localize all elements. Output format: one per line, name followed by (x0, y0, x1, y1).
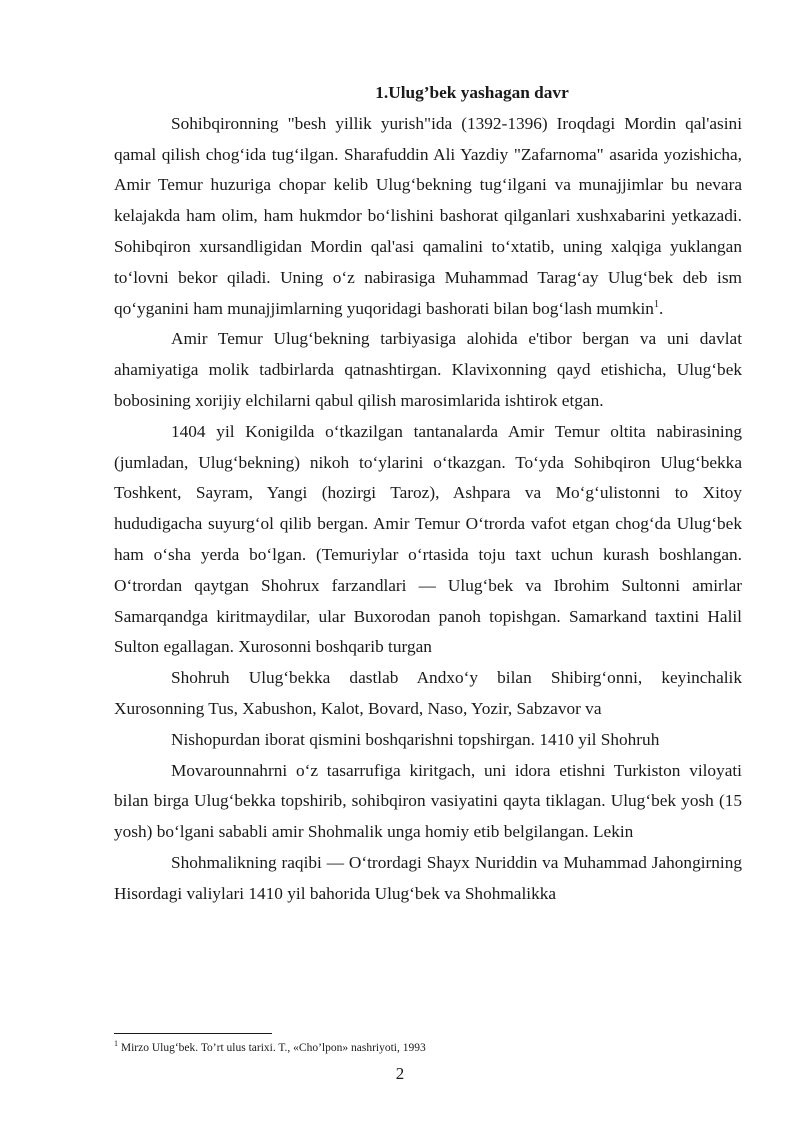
footnote-mark: 1 (114, 1039, 118, 1049)
paragraph-4: Shohruh Ulug‘bekka dastlab Andxo‘y bilan Shibirg‘onni, keyinchalik Xurosonning Tus, Xabushon, Kalot, Bovard, Naso, Yozir, Sabzavor va (114, 668, 742, 718)
paragraph-6: Movarounnahrni o‘z tasarrufiga kiritgach, uni idora etishni Turkiston viloyati bilan birga Ulug‘bekka topshirib, sohibqiron vasiyatini qayta tiklagan. Ulug‘bek yosh (15 yosh) bo‘lgani sababli amir Shohmalik unga homiy etib belgilangan. Lekin (114, 760, 742, 842)
footnote-separator (114, 1033, 272, 1034)
footnote-reference[interactable]: 1 (653, 298, 659, 310)
footnote (114, 1041, 742, 1055)
paragraph-5: Nishopurdan iborat qismini boshqarishni topshirgan. 1410 yil Shohruh (171, 729, 660, 749)
page-number: 2 (395, 1064, 405, 1083)
paragraph-7: Shohmalikning raqibi — O‘trordagi Shayx Nuriddin va Muhammad Jahongirning Hisordagi valiylari 1410 yil bahorida Ulug‘bek va Shohmalikka (114, 852, 742, 903)
paragraph-1-end: . (658, 298, 664, 318)
section-title: 1.Ulug’bek yashagan davr (375, 83, 569, 102)
paragraph-1 (114, 109, 742, 325)
paragraph-3: 1404 yil Konigilda o‘tkazilgan tantanalarda Amir Temur oltita nabirasining (jumladan, Ulug‘bekning) nikoh to‘ylarini o‘tkazgan. To‘yda Sohibqiron Ulug‘bekka Toshkent, Sayram, Yangi (hozirgi Taroz), Ashpara va Mo‘g‘ulistonni to Xitoy hududigacha suyurg‘ol qilib bergan. Amir Temur O‘trorda vafot etgan chog‘da Ulug‘bek ham o‘sha yerda bo‘lgan. (Temuriylar o‘rtasida toju taxt uchun kurash boshlangan. O‘trordan qaytgan Shohrux farzandlari — Ulug‘bek va Ibrohim Sultonni amirlar Samarqandga kiritmaydilar, ular Buxorodan panoh topishgan. Samarkand taxtini Halil Sulton egallagan. Xurosonni boshqarib turgan (114, 421, 742, 657)
paragraph-1-text: Sohibqironning "besh yillik yurish"ida (1392-1396) Iroqdagi Mordin qal'asini qamal qilish chog‘ida tug‘ilgan. Sharafuddin Ali Yazdiy "Zafarnoma" asarida yozishicha, Amir Temur huzuriga chopar kelib Ulug‘bekning tug‘ilgani va munajjimlar bu nevara kelajakda ham olim, ham hukmdor bo‘lishini bashorat qilganlari xushxabarini yetkazadi. Sohibqiron xursandligidan Mordin qal'asi qamalini to‘xtatib, uning xalqiga yuklangan to‘lovni bekor qiladi. Uning o‘z nabirasiga Muhammad Tarag‘ay Ulug‘bek deb ism qo‘yganini ham munajjimlarning yuqoridagi bashorati bilan bog‘lash mumkin (114, 113, 742, 318)
main-text (114, 78, 742, 910)
paragraph-2: Amir Temur Ulug‘bekning tarbiyasiga alohida e'tibor bergan va uni davlat ahamiyatiga molik tadbirlarda qatnashtirgan. Klavixonning qayd etishicha, Ulug‘bek bobosining xorijiy elchilarni qabul qilish marosimlarida ishtirok etgan. (114, 329, 742, 410)
footnote-text: Mirzo Ulug‘bek. To’rt ulus tarixi. T., «Cho’lpon» nashriyoti, 1993 (120, 1042, 426, 1054)
